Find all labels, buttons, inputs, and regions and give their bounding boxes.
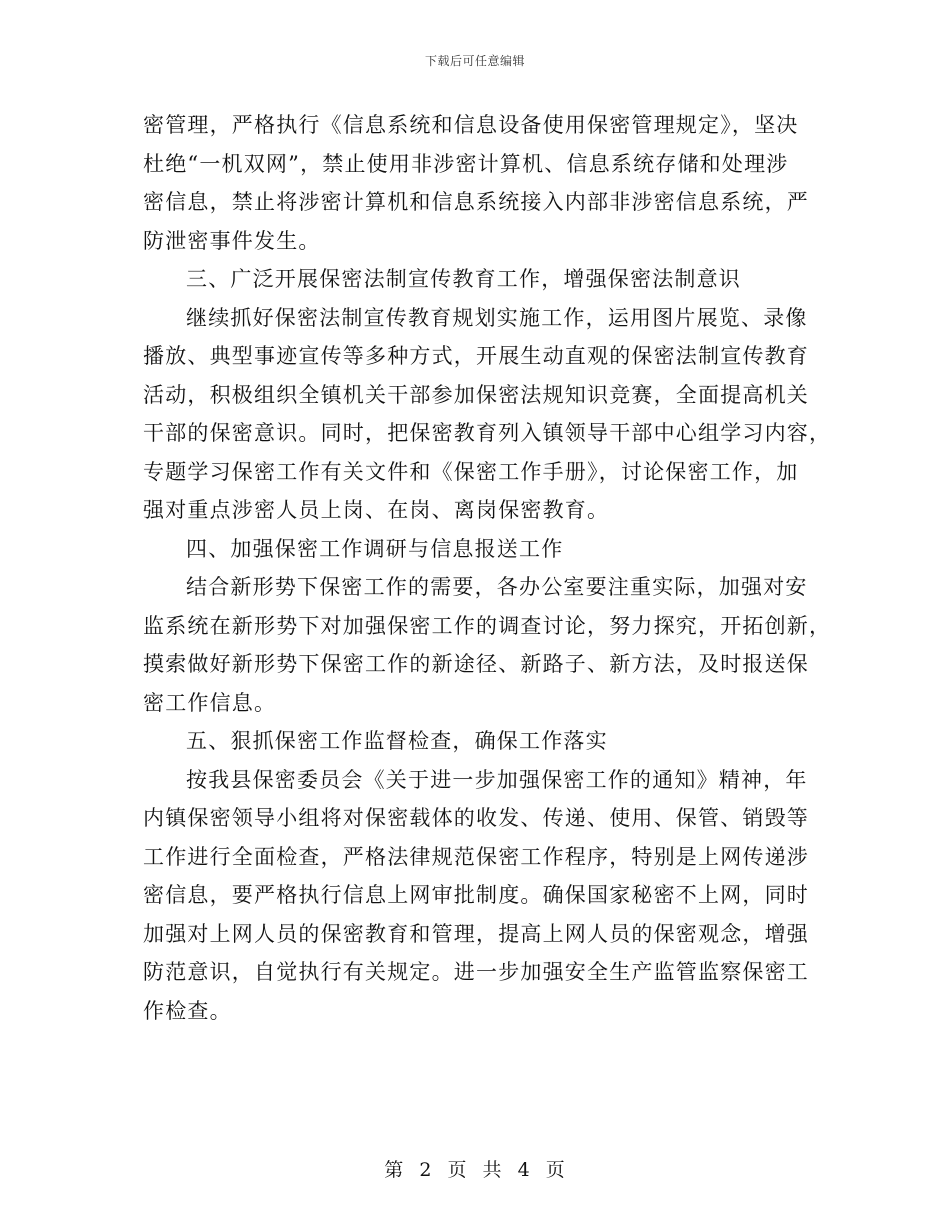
body-text-line: 监系统在新形势下对加强保密工作的调查讨论，努力探究，开拓创新， xyxy=(143,613,832,638)
body-text-line: 干部的保密意识。同时，把保密教育列入镇领导干部中心组学习内容， xyxy=(143,421,832,445)
footer-total-word: 共 xyxy=(482,1159,503,1181)
header-text: 下载后可任意编辑 xyxy=(424,54,525,68)
footer-suffix: 页 xyxy=(545,1159,566,1181)
body-text-line: 作检查。 xyxy=(143,998,232,1023)
body-text-line: 活动，积极组织全镇机关干部参加保密法规知识竞赛，全面提高机关 xyxy=(143,382,809,407)
body-text-line: 播放、典型事迹宣传等多种方式，开展生动直观的保密法制宣传教育 xyxy=(143,344,809,368)
body-text-line: 五、狠抓保密工作监督检查，确保工作落实 xyxy=(186,729,608,753)
body-text-line: 防范意识，自觉执行有关规定。进一步加强安全生产监管监察保密工 xyxy=(143,960,809,984)
body-text-line: 工作进行全面检查，严格法律规范保密工作程序，特别是上网传递涉 xyxy=(143,844,809,869)
page-footer xyxy=(0,1155,950,1182)
body-text-line: 密管理，严格执行《信息系统和信息设备使用保密管理规定》，坚决 xyxy=(143,113,799,137)
footer-current-page: 2 xyxy=(419,1159,433,1181)
body-text-line: 内镇保密领导小组将对保密载体的收发、传递、使用、保管、销毁等 xyxy=(143,806,809,830)
page-header xyxy=(0,52,950,69)
body-text-line: 摸索做好新形势下保密工作的新途径、新路子、新方法，及时报送保 xyxy=(143,652,809,676)
footer-page-word: 页 xyxy=(447,1159,468,1181)
body-text-line: 杜绝“一机双网”，禁止使用非涉密计算机、信息系统存储和处理涉 xyxy=(143,151,789,176)
document-body xyxy=(143,106,832,1030)
body-text-line: 按我县保密委员会《关于进一步加强保密工作的通知》精神，年 xyxy=(186,767,808,792)
body-text-line: 继续抓好保密法制宣传教育规划实施工作，运用图片展览、录像 xyxy=(186,305,808,330)
footer-prefix: 第 xyxy=(384,1159,405,1181)
body-text-line: 密信息，禁止将涉密计算机和信息系统接入内部非涉密信息系统，严 xyxy=(143,190,809,214)
body-text-line: 三、广泛开展保密法制宣传教育工作，增强保密法制意识 xyxy=(186,267,741,291)
body-text-line: 密工作信息。 xyxy=(143,690,277,715)
body-text-line: 强对重点涉密人员上岗、在岗、离岗保密教育。 xyxy=(143,498,610,522)
body-text-line: 密信息，要严格执行信息上网审批制度。确保国家秘密不上网，同时 xyxy=(143,883,809,907)
body-text-line: 四、加强保密工作调研与信息报送工作 xyxy=(186,536,564,561)
body-text-line: 专题学习保密工作有关文件和《保密工作手册》，讨论保密工作，加 xyxy=(143,459,799,484)
body-text-line: 防泄密事件发生。 xyxy=(143,228,321,253)
body-text-line: 结合新形势下保密工作的需要，各办公室要注重实际，加强对安 xyxy=(186,575,808,599)
footer-total-pages: 4 xyxy=(517,1159,531,1181)
body-text-line: 加强对上网人员的保密教育和管理，提高上网人员的保密观念，增强 xyxy=(143,921,809,946)
